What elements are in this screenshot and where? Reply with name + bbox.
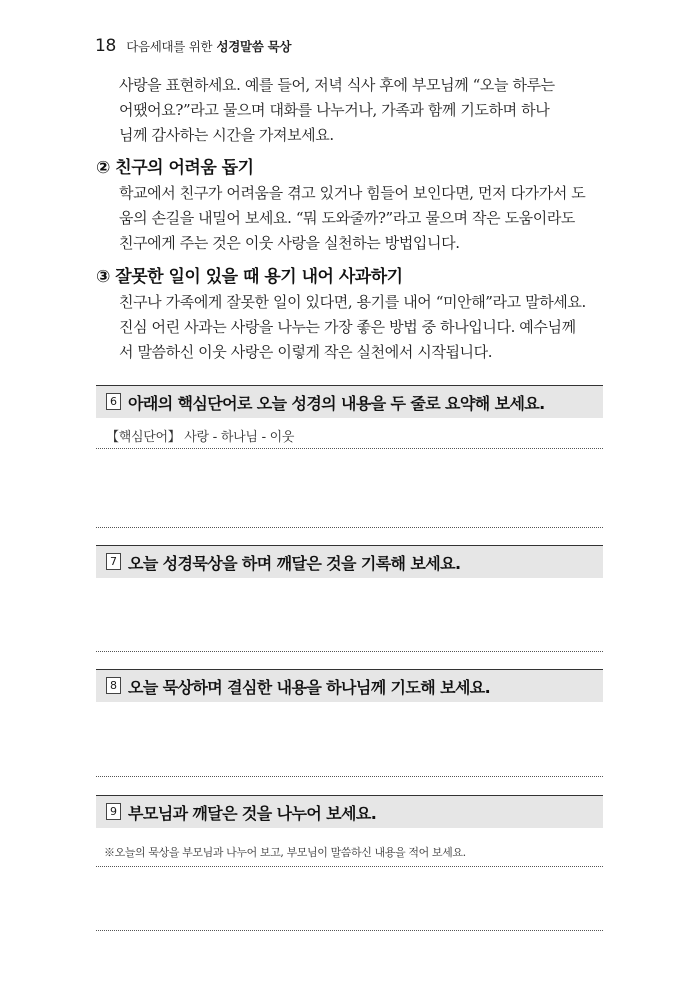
question-7-bar xyxy=(96,545,603,578)
question-number-box: 8 xyxy=(106,677,121,694)
question-9-note: ※오늘의 묵상을 부모님과 나누어 보고, 부모님이 말씀하신 내용을 적어 보세요. xyxy=(104,846,466,859)
answer-line[interactable] xyxy=(96,527,603,528)
section-title-help-friend: ② 친구의 어려움 돕기 xyxy=(96,158,254,178)
text-line: 친구에게 주는 것은 이웃 사랑을 실천하는 방법입니다. xyxy=(119,234,460,252)
question-8-text: 오늘 묵상하며 결심한 내용을 하나님께 기도해 보세요. xyxy=(128,678,491,697)
section-paragraph-apologize xyxy=(119,290,606,365)
answer-line[interactable] xyxy=(96,776,603,777)
book-title-bold: 성경말씀 묵상 xyxy=(216,39,292,54)
text-line: 님께 감사하는 시간을 가져보세요. xyxy=(119,126,334,144)
question-8-bar xyxy=(96,669,603,702)
text-line: 사랑을 표현하세요. 예를 들어, 저녁 식사 후에 부모님께 “오늘 하루는 xyxy=(119,76,555,94)
answer-line[interactable] xyxy=(96,448,603,449)
question-number-box: 9 xyxy=(106,803,121,820)
question-number-box: 6 xyxy=(106,393,121,410)
text-line: 학교에서 친구가 어려움을 겪고 있거나 힘들어 보인다면, 먼저 다가가서 도 xyxy=(119,184,586,202)
page-header xyxy=(95,36,291,56)
question-6-text: 아래의 핵심단어로 오늘 성경의 내용을 두 줄로 요약해 보세요. xyxy=(128,394,545,413)
question-9-bar xyxy=(96,795,603,828)
text-line: 서 말씀하신 이웃 사랑은 이렇게 작은 실천에서 시작됩니다. xyxy=(119,343,493,361)
book-title: 다음세대를 위한 xyxy=(126,39,213,54)
answer-line[interactable] xyxy=(96,651,603,652)
section-title-apologize: ③ 잘못한 일이 있을 때 용기 내어 사과하기 xyxy=(96,267,403,287)
question-9-text: 부모님과 깨달은 것을 나누어 보세요. xyxy=(128,804,377,823)
text-line: 친구나 가족에게 잘못한 일이 있다면, 용기를 내어 “미안해”라고 말하세요. xyxy=(119,293,586,311)
keywords-line: 【핵심단어】 사랑 - 하나님 - 이웃 xyxy=(106,430,295,445)
text-line: 어땠어요?”라고 물으며 대화를 나누거나, 가족과 함께 기도하며 하나 xyxy=(119,101,550,119)
text-line: 진심 어린 사과는 사랑을 나누는 가장 좋은 방법 중 하나입니다. 예수님께 xyxy=(119,318,576,336)
text-line: 움의 손길을 내밀어 보세요. “뭐 도와줄까?”라고 물으며 작은 도움이라도 xyxy=(119,209,576,227)
answer-line[interactable] xyxy=(96,866,603,867)
answer-line[interactable] xyxy=(96,930,603,931)
intro-paragraph xyxy=(119,73,606,148)
question-number-box: 7 xyxy=(106,553,121,570)
question-7-text: 오늘 성경묵상을 하며 깨달은 것을 기록해 보세요. xyxy=(128,554,461,573)
page-number: 18 xyxy=(95,36,117,56)
section-paragraph-help-friend xyxy=(119,181,606,256)
question-6-bar xyxy=(96,385,603,418)
